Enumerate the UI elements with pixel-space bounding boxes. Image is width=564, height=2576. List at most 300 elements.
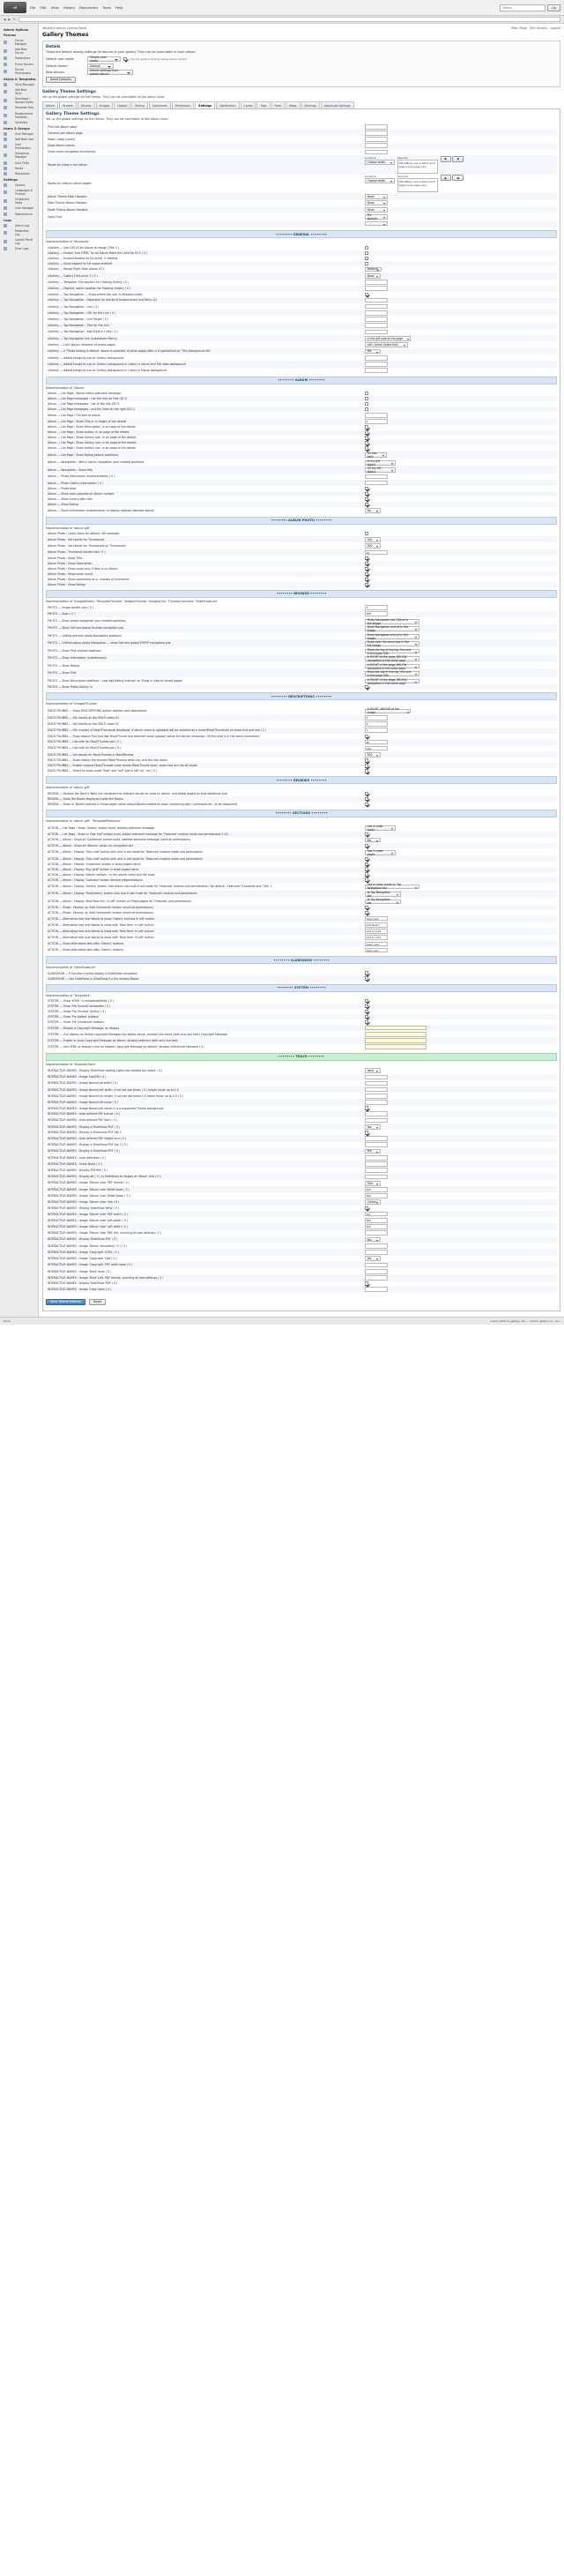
setting-value[interactable] (363, 1199, 557, 1206)
checkbox-input[interactable] (365, 971, 368, 974)
setting-value[interactable] (363, 335, 557, 341)
setting-value[interactable] (363, 1186, 557, 1192)
text-input[interactable] (365, 1250, 388, 1255)
setting-value[interactable] (363, 611, 557, 617)
setting-value[interactable] (363, 418, 557, 424)
select-input[interactable]: Show Navigation and all in the image (365, 634, 419, 639)
setting-value[interactable] (363, 890, 557, 897)
setting-value[interactable] (363, 721, 557, 727)
setting-value[interactable] (363, 1236, 557, 1243)
tab-bar[interactable] (42, 101, 560, 108)
setting-value[interactable] (363, 745, 557, 751)
setting-value[interactable] (363, 273, 557, 279)
checkbox-input[interactable] (365, 1281, 368, 1285)
setting-value[interactable] (363, 624, 557, 631)
select-input[interactable]: Padding (365, 267, 382, 273)
checkbox-input[interactable] (365, 503, 368, 506)
sidebar-item-scheduled-tasks[interactable] (2, 197, 36, 205)
text-input[interactable] (365, 317, 388, 322)
checkbox-input[interactable] (365, 862, 368, 866)
link-logout[interactable]: Logout (550, 26, 560, 30)
setting-value[interactable] (363, 1256, 557, 1262)
go-button[interactable]: Go (547, 4, 560, 11)
setting-value[interactable] (363, 976, 557, 982)
setting-value[interactable] (363, 149, 557, 155)
setting-value[interactable] (363, 542, 557, 549)
text-input[interactable] (365, 481, 388, 486)
text-input[interactable]: 80 (365, 740, 388, 745)
tab-comments[interactable]: Comments (149, 101, 171, 108)
select-input[interactable]: at Top Navigation bar (365, 892, 402, 897)
text-input[interactable] (365, 131, 388, 136)
text-input[interactable] (365, 1100, 388, 1105)
address-bar[interactable] (0, 16, 564, 24)
setting-value[interactable] (363, 935, 557, 941)
checkbox-input[interactable] (365, 1131, 368, 1134)
setting-value[interactable] (363, 928, 557, 934)
link-site-forums[interactable]: Site Forums (530, 26, 548, 30)
text-input[interactable] (365, 330, 388, 335)
setting-value[interactable] (363, 617, 557, 624)
tab-images[interactable]: Images (96, 101, 114, 108)
setting-value[interactable] (363, 507, 557, 513)
setting-value[interactable] (363, 1174, 557, 1180)
checkbox-input[interactable] (365, 583, 368, 586)
text-input[interactable]: 400 (365, 1187, 388, 1192)
setting-value[interactable] (363, 206, 557, 213)
text-input[interactable] (365, 124, 388, 130)
setting-value[interactable] (363, 941, 557, 947)
checkbox-input[interactable] (365, 251, 368, 255)
text-input[interactable] (365, 1142, 388, 1147)
setting-value[interactable] (363, 1223, 557, 1229)
select-input[interactable]: Show Navigation and all in the image (365, 626, 419, 631)
remove-button[interactable]: ◀ (452, 156, 464, 162)
setting-value[interactable] (363, 323, 557, 329)
select-input[interactable]: In RIGHT of the page, BELOW navigation in the same page (365, 656, 419, 661)
reset-defaults-button[interactable]: Reset Defaults (46, 77, 76, 83)
setting-value[interactable] (363, 1025, 557, 1031)
sidebar-item-replacement-variables[interactable] (2, 111, 36, 120)
setting-value[interactable] (363, 922, 557, 928)
setting-value[interactable] (363, 1180, 557, 1186)
back-icon[interactable]: ◀ (4, 18, 6, 21)
text-input[interactable] (365, 1087, 388, 1093)
setting-value[interactable] (363, 1074, 557, 1080)
text-input[interactable]: 2 (365, 728, 388, 733)
setting-value[interactable] (363, 639, 557, 646)
select-input[interactable]: Yes (365, 1124, 381, 1130)
checkbox-input[interactable] (365, 392, 368, 395)
setting-value[interactable] (363, 848, 557, 855)
select-input[interactable]: Use in older mode (365, 850, 396, 855)
text-input[interactable] (365, 286, 388, 291)
checkbox-input[interactable] (365, 867, 368, 870)
checkbox-input[interactable] (365, 1106, 368, 1109)
text-input[interactable]: 400 (365, 1193, 388, 1198)
setting-value[interactable] (363, 1161, 557, 1167)
header-links[interactable] (511, 26, 560, 30)
checkbox-input[interactable] (365, 758, 368, 762)
setting-value[interactable] (363, 1037, 557, 1043)
checkbox-input[interactable] (365, 446, 368, 450)
setting-value[interactable] (363, 802, 557, 807)
tab-rating[interactable]: Rating (131, 101, 147, 108)
tab-sitemap[interactable]: Sitemap (301, 101, 320, 108)
select-input[interactable]: In the gift side of the page (365, 336, 412, 341)
checkbox-input[interactable] (365, 492, 368, 496)
tab-browse[interactable]: Browse (59, 101, 77, 108)
checkbox-input[interactable] (365, 407, 368, 411)
text-input[interactable] (365, 1075, 388, 1080)
setting-value[interactable] (363, 1031, 557, 1037)
setting-value[interactable] (363, 466, 557, 473)
select-input[interactable]: None (365, 273, 381, 279)
select-input[interactable]: On one item (365, 452, 388, 458)
url-input[interactable] (19, 17, 560, 22)
sidebar-item-add-new-forum[interactable] (2, 47, 36, 56)
text-input[interactable] (365, 310, 388, 316)
text-input[interactable] (365, 1094, 388, 1099)
setting-value[interactable] (363, 143, 557, 149)
text-input[interactable] (365, 1287, 388, 1292)
checkbox-input[interactable] (365, 1206, 368, 1210)
checkbox-input[interactable] (365, 532, 368, 535)
setting-value[interactable] (363, 368, 557, 374)
text-input[interactable] (365, 368, 388, 373)
select-input[interactable]: On my left digest (365, 467, 396, 473)
setting-value[interactable] (363, 136, 557, 142)
text-input[interactable]: View Cart (365, 948, 388, 953)
setting-value[interactable] (363, 707, 557, 714)
text-input[interactable] (365, 1026, 427, 1031)
text-input[interactable] (365, 1044, 427, 1049)
sidebar-item-forum-manager[interactable] (2, 38, 36, 47)
checkbox-input[interactable] (365, 792, 368, 795)
sidebar-item-stylevars[interactable] (2, 120, 36, 125)
setting-value[interactable] (363, 1080, 557, 1086)
setting-value[interactable] (363, 549, 557, 556)
setting-value[interactable] (363, 355, 557, 361)
save-button[interactable]: Save Theme Settings (46, 1299, 85, 1305)
text-input[interactable] (365, 413, 388, 418)
select-input[interactable]: None (365, 200, 388, 205)
setting-value[interactable] (363, 1168, 557, 1174)
setting-value[interactable] (363, 1287, 557, 1293)
setting-value[interactable] (363, 1044, 557, 1050)
tab-feed[interactable]: Feed (271, 101, 286, 108)
setting-value[interactable] (363, 459, 557, 466)
checkbox-input[interactable] (365, 1020, 368, 1024)
available-select[interactable]: Choose width (365, 160, 395, 165)
select-input[interactable]: No (365, 838, 381, 843)
setting-value[interactable] (363, 1142, 557, 1148)
checkbox-input[interactable] (365, 844, 368, 847)
tab-album[interactable]: Album (42, 101, 58, 108)
setting-value[interactable] (363, 412, 557, 418)
select-input[interactable]: 500 (365, 752, 381, 758)
select-input[interactable]: Yes (365, 1237, 381, 1243)
checkbox-input[interactable] (365, 803, 368, 806)
tab-tags[interactable]: Tags (256, 101, 270, 108)
setting-value[interactable] (363, 1192, 557, 1198)
new-albums-select[interactable]: Inherit settings from parent album (87, 70, 133, 75)
tab-settings[interactable]: Settings (195, 101, 215, 108)
text-input[interactable] (365, 1155, 388, 1161)
sidebar-item-usergroup-manager[interactable] (2, 151, 36, 160)
setting-value[interactable] (363, 1243, 557, 1249)
setting-value[interactable] (363, 130, 557, 136)
text-input[interactable]: 120 (365, 746, 388, 751)
text-input[interactable] (365, 1175, 388, 1180)
setting-value[interactable] (363, 341, 557, 347)
checkbox-input[interactable] (365, 397, 368, 400)
setting-value[interactable] (363, 361, 557, 367)
setting-value[interactable] (363, 669, 557, 676)
checkbox-input[interactable] (365, 567, 368, 571)
select-input[interactable]: In RIGHT of the page, BELOW navigation in the same page (365, 664, 419, 669)
text-input[interactable] (365, 1269, 388, 1274)
setting-value[interactable] (363, 193, 557, 199)
setting-value[interactable] (363, 123, 557, 130)
checkbox-input[interactable] (365, 764, 368, 767)
setting-value[interactable] (363, 1274, 557, 1281)
select-input[interactable]: In RIGHT of the page, BELOW navigation in the same page (365, 679, 419, 684)
remove-button[interactable]: ◀ (452, 175, 464, 181)
checkbox-input[interactable] (365, 877, 368, 881)
checkbox-input[interactable] (365, 578, 368, 581)
browser-search-area[interactable] (500, 4, 560, 11)
setting-value[interactable] (363, 1117, 557, 1124)
text-input[interactable]: Add Now!! (365, 922, 388, 928)
setting-value[interactable] (363, 714, 557, 721)
setting-value[interactable] (363, 1086, 557, 1093)
setting-value[interactable] (363, 213, 557, 220)
setting-value[interactable] (363, 647, 557, 654)
sidebar-item-user-permissions[interactable] (2, 142, 36, 151)
select-input[interactable]: Yes (365, 1256, 381, 1261)
sidebar-item-reputation[interactable] (2, 171, 36, 176)
setting-value[interactable] (363, 310, 557, 316)
checkbox-input[interactable] (365, 430, 368, 434)
checkbox-input[interactable] (365, 293, 368, 296)
text-input[interactable]: #fff (365, 611, 388, 616)
checkbox-input[interactable] (365, 1010, 368, 1013)
reset-button[interactable]: Reset (89, 1299, 106, 1305)
search-input[interactable] (500, 4, 545, 11)
link-main-page[interactable]: Main Page (511, 26, 527, 30)
select-input[interactable]: None (365, 207, 388, 213)
setting-value[interactable] (363, 175, 557, 194)
forward-icon[interactable]: ▶ (8, 18, 11, 21)
checkbox-input[interactable] (365, 735, 368, 738)
text-input[interactable]: 4 (365, 715, 388, 721)
text-input[interactable] (365, 323, 388, 328)
text-input[interactable] (365, 1111, 388, 1116)
checkbox-input[interactable] (365, 562, 368, 565)
menu-item-help[interactable]: Help (115, 5, 123, 10)
tab-maps[interactable]: Maps (286, 101, 300, 108)
text-input[interactable]: 600 (365, 1224, 388, 1229)
setting-value[interactable] (363, 632, 557, 639)
setting-value[interactable] (363, 915, 557, 922)
text-input[interactable] (365, 1161, 388, 1167)
text-input[interactable]: Add to Cart (365, 929, 388, 934)
text-input[interactable]: 12 (365, 550, 388, 556)
menu-item-view[interactable]: View (50, 5, 59, 10)
checkbox-input[interactable] (365, 436, 368, 439)
default-user-mode-checkbox[interactable] (123, 57, 127, 61)
select-input[interactable]: at Top Navigation bar (365, 900, 402, 905)
checkbox-input[interactable] (365, 402, 368, 406)
select-input[interactable]: None (365, 194, 388, 199)
checkbox-input[interactable] (365, 441, 368, 444)
setting-value[interactable] (363, 316, 557, 322)
tab-advanced-settings[interactable]: Advanced Settings (321, 101, 354, 108)
checkbox-input[interactable] (365, 999, 368, 1003)
checkbox-input[interactable] (365, 497, 368, 501)
text-input[interactable] (365, 1032, 427, 1037)
sidebar-item-add-new-style[interactable] (2, 87, 36, 96)
setting-value[interactable] (363, 1154, 557, 1161)
setting-value[interactable] (363, 1093, 557, 1099)
checkbox-input[interactable] (365, 976, 368, 980)
setting-value[interactable] (363, 751, 557, 758)
setting-value[interactable] (363, 266, 557, 273)
setting-value[interactable] (363, 1268, 557, 1274)
checkbox-input[interactable] (365, 857, 368, 861)
text-input[interactable] (365, 143, 388, 148)
tab-display[interactable]: Display (78, 101, 95, 108)
select-input[interactable]: Yes (365, 1149, 381, 1154)
available-select[interactable]: Choose width (365, 178, 395, 183)
checkbox-input[interactable] (365, 425, 368, 429)
setting-value[interactable] (363, 480, 557, 486)
setting-value[interactable] (363, 536, 557, 542)
text-input[interactable] (365, 1118, 388, 1124)
setting-value[interactable] (363, 1135, 557, 1141)
sidebar-item-download-upload-styles[interactable] (2, 96, 36, 105)
setting-value[interactable] (363, 474, 557, 480)
sidebar-item-moderator-log[interactable] (2, 228, 36, 237)
setting-value[interactable] (363, 220, 557, 228)
sidebar-item-languages-phrases[interactable] (2, 188, 36, 197)
sidebar-item-maintenance[interactable] (2, 212, 36, 217)
select-input[interactable]: Show over the same box in the full image (365, 641, 419, 646)
text-input[interactable] (365, 1081, 388, 1086)
sidebar-item-error-logs[interactable] (2, 246, 36, 251)
setting-value[interactable] (363, 329, 557, 335)
select-input[interactable]: Use in older mode (365, 825, 396, 831)
tab-permission[interactable]: Permission (172, 101, 194, 108)
text-input[interactable] (365, 304, 388, 310)
checkbox-input[interactable] (365, 769, 368, 773)
select-input[interactable]: Center (365, 1199, 381, 1205)
setting-value[interactable] (363, 837, 557, 843)
sidebar-item-forum-permissions[interactable] (2, 67, 36, 76)
text-input[interactable] (365, 150, 388, 155)
checkbox-input[interactable] (365, 833, 368, 836)
select-input[interactable]: Left / Small (Inline link) (365, 342, 409, 347)
setting-value[interactable] (363, 1099, 557, 1105)
checkbox-input[interactable] (365, 262, 368, 265)
setting-value[interactable] (363, 155, 557, 175)
select-input[interactable]: Use in older mode on Top Navigation bar (365, 885, 419, 890)
text-input[interactable]: View Cart (365, 916, 388, 922)
checkbox-input[interactable] (365, 797, 368, 801)
menu-item-history[interactable]: History (63, 5, 76, 10)
setting-value[interactable] (363, 303, 557, 310)
menu-item-file[interactable]: File (30, 5, 36, 10)
text-input[interactable] (365, 1230, 388, 1236)
setting-value[interactable] (363, 1249, 557, 1255)
text-input[interactable]: 2 (365, 419, 388, 424)
add-button[interactable]: ▶ (441, 156, 452, 162)
setting-value[interactable] (363, 684, 557, 690)
setting-value[interactable] (363, 1111, 557, 1117)
text-input[interactable]: 2 (365, 605, 388, 610)
text-input[interactable] (365, 1275, 388, 1281)
text-input[interactable]: 4 (365, 721, 388, 727)
tab-notification[interactable]: Notification (216, 101, 239, 108)
text-input[interactable] (365, 1263, 388, 1268)
select-input[interactable]: Show the top in the top, the and in the page 500 (365, 649, 419, 654)
browser-menu[interactable] (30, 5, 122, 10)
select-input[interactable]: In my left digest (365, 460, 396, 466)
select-input[interactable]: Yes (365, 349, 381, 355)
setting-value[interactable] (363, 1211, 557, 1217)
setting-value[interactable] (363, 200, 557, 206)
setting-value[interactable] (363, 824, 557, 831)
setting-value[interactable] (363, 654, 557, 661)
text-input[interactable]: Add to Cart (365, 935, 388, 940)
menu-item-bookmarks[interactable]: Bookmarks (79, 5, 99, 10)
selected-list[interactable]: Flat setting, use in album print page (cover page only) (397, 178, 438, 192)
setting-value[interactable] (363, 1067, 557, 1073)
setting-value[interactable] (363, 1217, 557, 1223)
text-input[interactable] (365, 1038, 427, 1043)
select-input[interactable]: 500 (365, 537, 381, 542)
checkbox-input[interactable] (365, 487, 368, 490)
tab-upload[interactable]: Upload (114, 101, 130, 108)
select-input[interactable]: Show the top in the top, the and in the page 500 (365, 671, 419, 676)
setting-value[interactable] (363, 739, 557, 745)
setting-value[interactable] (363, 1148, 557, 1154)
setting-value[interactable] (363, 677, 557, 684)
default-theme-select[interactable]: Default (87, 63, 114, 69)
menu-item-tools[interactable]: Tools (102, 5, 111, 10)
text-input[interactable] (365, 1168, 388, 1173)
setting-value[interactable] (363, 286, 557, 292)
sidebar-item-control-panel-log[interactable] (2, 237, 36, 246)
menu-item-edit[interactable]: Edit (40, 5, 47, 10)
selected-list[interactable]: Flat setting, use in album print page (cover page only) (397, 160, 438, 174)
setting-value[interactable] (363, 582, 557, 587)
text-input[interactable] (365, 137, 388, 142)
select-input[interactable]: 500 (365, 543, 381, 549)
checkbox-input[interactable] (365, 906, 368, 909)
select-input[interactable]: Photo Navigation per 500 of in the image (365, 619, 419, 624)
select-input[interactable] (365, 221, 388, 227)
text-input[interactable] (365, 1136, 388, 1141)
checkbox-input[interactable] (365, 572, 368, 576)
text-input[interactable] (365, 298, 388, 303)
checkbox-input[interactable] (365, 257, 368, 260)
setting-value[interactable] (363, 1124, 557, 1130)
setting-value[interactable] (363, 728, 557, 734)
select-input[interactable]: No (365, 508, 381, 513)
text-input[interactable] (365, 280, 388, 285)
